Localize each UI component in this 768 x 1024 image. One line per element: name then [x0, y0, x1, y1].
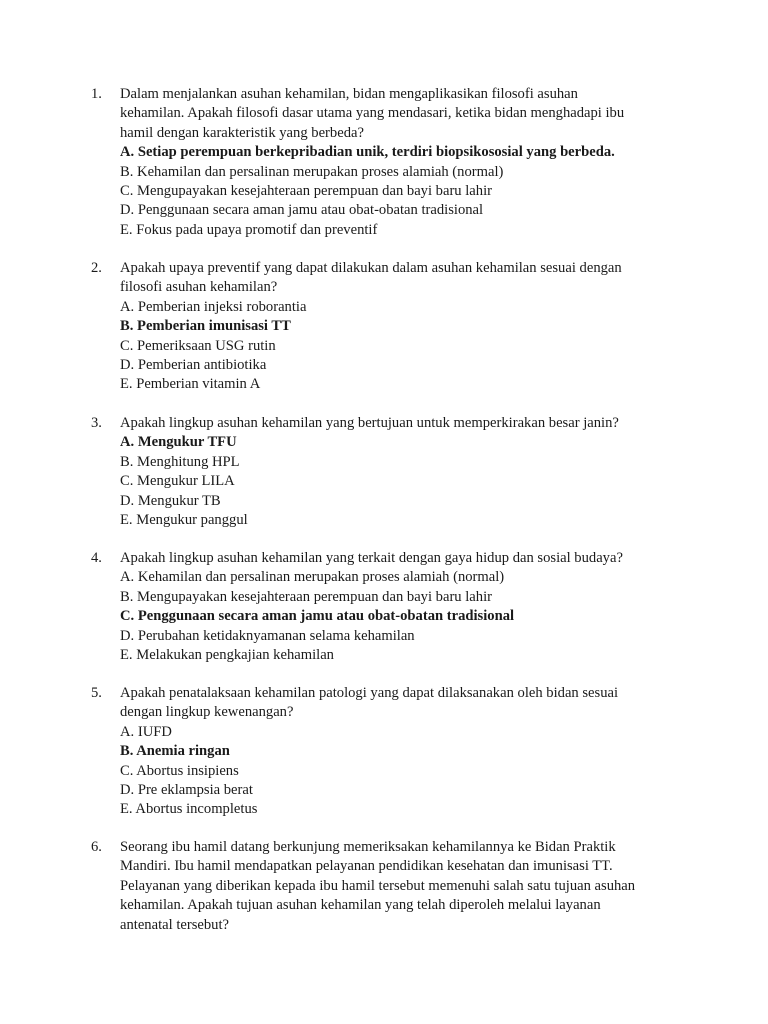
question-stem-line: filosofi asuhan kehamilan? — [120, 279, 278, 296]
question-stem-line: kehamilan. Apakah filosofi dasar utama yang mendasari, ketika bidan menghadapi ibu — [120, 105, 625, 122]
question-body — [120, 684, 680, 820]
answer-option: D. Pre eklampsia berat — [120, 781, 253, 798]
question-body — [120, 85, 680, 240]
answer-option: E. Abortus incompletus — [120, 801, 258, 818]
question-stem-line: Mandiri. Ibu hamil mendapatkan pelayanan pendidikan kesehatan dan imunisasi TT. — [120, 858, 613, 875]
answer-option: A. Pemberian injeksi roborantia — [120, 298, 307, 315]
question-body — [120, 549, 680, 665]
question-stem-line: dengan lingkup kewenangan? — [120, 704, 294, 721]
question-stem-line: antenatal tersebut? — [120, 916, 229, 933]
answer-option: C. Mengukur LILA — [120, 473, 235, 490]
question-stem-line: kehamilan. Apakah tujuan asuhan kehamilan yang telah diperoleh melalui layanan — [120, 897, 601, 914]
question-stem-line: Pelayanan yang diberikan kepada ibu hamil tersebut memenuhi salah satu tujuan asuhan — [120, 877, 636, 894]
answer-option: E. Mengukur panggul — [120, 511, 248, 528]
question-body — [120, 259, 680, 395]
question-stem-line: hamil dengan karakteristik yang berbeda? — [120, 124, 364, 141]
question-number: 2. — [91, 260, 102, 276]
answer-option: B. Kehamilan dan persalinan merupakan proses alamiah (normal) — [120, 163, 504, 180]
answer-option-correct: B. Pemberian imunisasi TT — [120, 318, 291, 335]
answer-option: C. Mengupayakan kesejahteraan perempuan dan bayi baru lahir — [120, 182, 492, 199]
answer-option-correct: A. Mengukur TFU — [120, 434, 237, 451]
answer-option: E. Fokus pada upaya promotif dan preventif — [120, 221, 378, 238]
answer-option: D. Mengukur TB — [120, 492, 221, 509]
answer-option: A. Kehamilan dan persalinan merupakan proses alamiah (normal) — [120, 569, 505, 586]
question-number: 3. — [91, 415, 102, 431]
question-stem-line: Dalam menjalankan asuhan kehamilan, bidan mengaplikasikan filosofi asuhan — [120, 86, 578, 102]
answer-option: C. Abortus insipiens — [120, 762, 239, 779]
question-body — [120, 414, 680, 530]
answer-option: B. Mengupayakan kesejahteraan perempuan dan bayi baru lahir — [120, 588, 492, 605]
answer-option: D. Penggunaan secara aman jamu atau obat-obatan tradisional — [120, 202, 484, 219]
answer-option: D. Pemberian antibiotika — [120, 356, 267, 373]
answer-option: E. Melakukan pengkajian kehamilan — [120, 646, 334, 663]
answer-option-correct: C. Penggunaan secara aman jamu atau obat-obatan tradisional — [120, 608, 515, 625]
answer-option: D. Perubahan ketidaknyamanan selama kehamilan — [120, 627, 415, 644]
question-number: 5. — [91, 685, 102, 701]
question-stem-line: Apakah upaya preventif yang dapat dilakukan dalam asuhan kehamilan sesuai dengan — [120, 260, 622, 276]
question-stem-line: Apakah penatalaksaan kehamilan patologi yang dapat dilaksanakan oleh bidan sesuai — [120, 685, 619, 701]
question-number: 4. — [91, 550, 102, 566]
answer-option: E. Pemberian vitamin A — [120, 376, 261, 393]
question-stem-line: Apakah lingkup asuhan kehamilan yang bertujuan untuk memperkirakan besar janin? — [120, 415, 619, 431]
answer-option-correct: A. Setiap perempuan berkepribadian unik, terdiri biopsikososial yang berbeda. — [120, 144, 615, 161]
question-stem-line: Apakah lingkup asuhan kehamilan yang terkait dengan gaya hidup dan sosial budaya? — [120, 550, 623, 566]
answer-option: C. Pemeriksaan USG rutin — [120, 337, 276, 354]
question-body — [120, 838, 680, 935]
question-number: 6. — [91, 839, 102, 855]
question-number: 1. — [91, 86, 102, 102]
question-stem-line: Seorang ibu hamil datang berkunjung memeriksakan kehamilannya ke Bidan Praktik — [120, 839, 616, 855]
answer-option: B. Menghitung HPL — [120, 453, 240, 470]
answer-option-correct: B. Anemia ringan — [120, 743, 230, 760]
answer-option: A. IUFD — [120, 723, 172, 740]
